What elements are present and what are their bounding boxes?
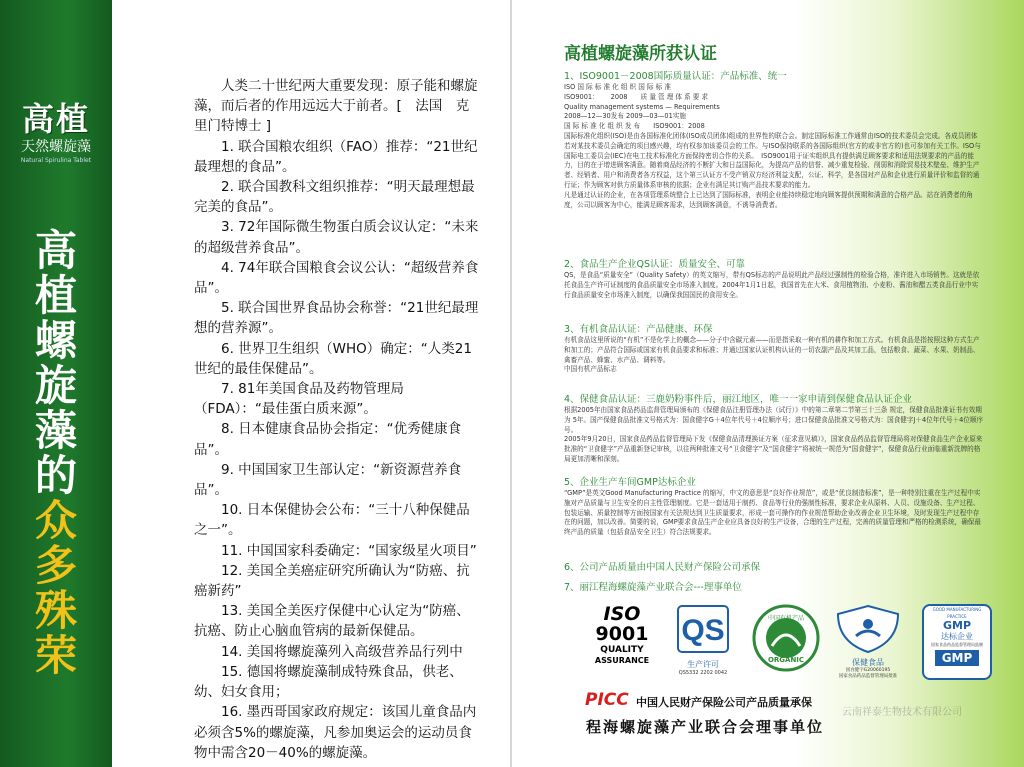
cert-section-health [564, 393, 984, 465]
section-line: 2008—12—30发布 2009—03—01实施 [564, 112, 686, 121]
section-heading: 1、ISO9001－2008国际质量认证：产品标准、统一 [564, 71, 787, 82]
page-title: 高植螺旋藻所获认证 [564, 44, 717, 64]
section-paragraph: 有机食品这里所说的“有机”不是化学上的概念——分子中含碳元素——而是指采取一种有机的耕作和加工方式。有机食品是指按照这种方式生产和加工的；产品符合国际或国家有机食品要求和标准；并通过国家认证机构认证的一切农副产品及其加工品，包括粮食、蔬菜、水果、奶制品、禽畜产品、蜂蜜、水产品、调料等。 [564, 336, 980, 364]
svg-text:QS: QS [681, 614, 725, 647]
cert-section-iso [564, 70, 984, 210]
health-food-emblem [832, 604, 904, 654]
vertical-title-char: 植 [34, 271, 77, 320]
honors-list [194, 76, 479, 763]
section-line: 国 际 标 准 化 组 织 发 布 ISO9001：2008 [564, 122, 705, 131]
gmp-logo: GOOD MANUFACTURING PRACTICE GMP 达标企业 国家食品药品监督管理局监制 GMP [922, 604, 992, 680]
honor-item: 13. 美国全美医疗保健中心认定为“防癌、抗癌、防止心脑血管病的最新保健品。 [194, 603, 470, 640]
honor-item: 5. 联合国世界食品协会称誉：“21世纪最理想的营养源”。 [194, 300, 479, 337]
left-green-bar [0, 0, 112, 767]
honor-item: 1. 联合国粮农组织（FAO）推荐：“21世纪最理想的食品”。 [194, 138, 478, 175]
brand-en: Natural Spirulina Tablet [20, 157, 92, 164]
section-paragraph: 凡是通过认证的企业，在各项管理系统整合上已达到了国际标准，表明企业能持续稳定地向顾客提供预期和满意的合格产品。站在消费者的角度，公司以顾客为中心，能满足顾客需求，达到顾客满意，不诱导消费者。 [564, 190, 973, 209]
section-line: 中国有机产品标志 [564, 365, 617, 374]
health-food-logo: 保健食品 国食健字G20060195 国家食品药品监督管理局批准 [832, 604, 904, 674]
left-page [112, 0, 510, 767]
qs-emblem [672, 604, 734, 656]
honor-item: 10. 日本保健协会公布：“三十八种保健品之一”。 [194, 502, 470, 539]
honor-item: 15. 德国将螺旋藻制成特殊食品，供老、幼、妇女食用； [194, 663, 463, 701]
vertical-title-char: 藻 [34, 406, 77, 455]
vertical-title-char: 殊 [34, 586, 77, 635]
vertical-title-char: 众 [34, 496, 77, 545]
honor-item: 2. 联合国教科文组织推荐：“明天最理想最完美的食品”。 [194, 179, 475, 216]
section-paragraph: 2005年9月20日，国家食品药品监督管理局下发《保健食品清理换证方案（征求意见稿）》，国家食品药品监督管理局将对保健食品生产企业原来批准的“卫食健字”产品重新登记审核，以往两种批准文号“卫食健字”及“国食健字”将被统一规范为“国食健字”，保健食品行业面临重新洗牌的格局更加清晰和深刻。 [564, 435, 983, 463]
honor-item: 7. 81年美国食品及药物管理局（FDA）：“最佳蛋白质来源”。 [194, 381, 404, 418]
honor-item: 3. 72年国际微生物蛋白质会议认定：“未来的超级营养食品”。 [194, 219, 479, 256]
iso9001-logo: ISO 9001 QUALITY ASSURANCE [594, 603, 650, 665]
honor-item: 4. 74年联合国粮食会议公认：“超级营养食品”。 [194, 259, 479, 297]
cert-section-insurance [564, 561, 984, 574]
section-heading: 7、丽江程海螺旋藻产业联合会---理事单位 [564, 582, 742, 593]
cert-section-qs [564, 258, 984, 300]
cert-section-association [564, 581, 984, 594]
section-paragraph: “GMP”是英文Good Manufacturing Practice 的缩写，中文的意思是“良好作业规范”，或是“优良制造标准”，是一种特别注重在生产过程中实施对产品质量与卫生安全的自主性管理制度。它是一套适用于制药、食品等行业的强制性标准，要求企业从原料、人员、设施设备、生产过程、包装运输、质量控制等方面按国家有关法规达到卫生质量要求，形成一套可操作的作业规范帮助企业改善企业卫生环境，及时发现生产过程中存在的问题，加以改善。简要的说，GMP要求食品生产企业应具备良好的生产设备，合理的生产过程，完善的质量管理和严格的检测系统，确保最终产品的质量（包括食品安全卫生）符合法规要求。 [564, 489, 981, 537]
honor-item: 12. 美国全美癌症研究所确认为“防癌、抗癌新药” [194, 562, 470, 600]
qs-logo: QS 生产许可 QS5332 2202 0042 [672, 604, 734, 674]
section-line: ISO9001： 2008 质 量 管 理 体 系 要 求 [564, 92, 709, 101]
association-member-line: 程海螺旋藻产业联合会理事单位 [586, 718, 825, 736]
section-heading: 4、保健食品认证：三鹿奶粉事件后，丽江地区，唯一一家申请到保健食品认证企业 [564, 394, 913, 405]
intro-paragraph: 人类二十世纪两大重要发现：原子能和螺旋藻，而后者的作用远远大于前者。[ 法国 克里门特博士 ] [194, 78, 478, 135]
honor-item: 16. 墨西哥国家政府规定：该国儿童食品内必须含5%的螺旋藻，凡参加奥运会的运动员食物中需含20－40%的螺旋藻。 [194, 704, 477, 761]
vertical-title-char: 旋 [34, 361, 77, 410]
honor-item: 6. 世界卫生组织（WHO）确定：“人类21世纪的最佳保健品”。 [194, 340, 472, 377]
section-heading: 2、食品生产企业QS认证：质量安全、可靠 [564, 259, 746, 270]
brand-sub: 天然螺旋藻 [21, 139, 91, 155]
section-line: Quality management systems — Requirements [564, 102, 720, 111]
brand-logo [6, 100, 106, 166]
honor-item: 11. 中国国家科委确定：“国家级星火项目” [221, 542, 477, 559]
right-page [512, 0, 1024, 767]
section-heading: 6、公司产品质量由中国人民财产保险公司承保 [564, 562, 761, 573]
vertical-title-char: 的 [34, 451, 77, 500]
organic-logo: 中国有机产品 ORGANIC [752, 604, 820, 674]
cert-logos-row [592, 603, 1002, 679]
section-heading: 3、有机食品认证：产品健康、环保 [564, 324, 713, 335]
cert-section-organic [564, 323, 984, 375]
honor-item: 9. 中国国家卫生部认定：“新资源营养食品”。 [194, 461, 462, 499]
picc-logo: PICC [585, 690, 629, 710]
section-paragraph: 根据2005年由国家食品药品监督管理局颁布的《保健食品注册管理办法（试行）》中的第二章第二节第三十三条 规定，保健食品批准证书有效期为 5年。国产保健食品批准文号格式为：国食健字G＋4位年代号＋4位顺序号；进口保健食品批准文号格式为：国食健字J＋4位年代号＋4位顺序号。 [564, 406, 984, 434]
picc-text: 中国人民财产保险公司产品质量承保 [636, 696, 812, 709]
vertical-title-char: 螺 [34, 316, 77, 365]
section-paragraph: QS，是食品“质量安全”（Quality Safety）的英文缩写，带有QS标志的产品说明此产品经过强制性的检验合格，准许进入市场销售。这就是依托食品生产许可证制度的食品质量安全市场准入制度。2004年1月1日起，我国首先在大米、食用植物油、小麦粉、酱油和醋五类食品行业中实行食品质量安全市场准入制度，以确保我国国民的食用安全。 [564, 271, 980, 299]
vertical-title-char: 高 [34, 226, 77, 275]
section-paragraph: 国际标准化组织(ISO)是由各国标准化团体(ISO成员团体)组成的世界性的联合会。制定国际标准工作通常由ISO的技术委员会完成。各成员团体若对某技术委员会确定的项目感兴趣，均有权参加该委员会的工作。与ISO保持联系的各国际组织(官方的或非官方的)也可参加有关工作。ISO与国际电工委员会(IEC)在电工技术标准化方面保持密切合作的关系。 ISO9001用于证实组织具有提供满足顾客要求和适用法规要求的产品的能力，目的在于增进顾客满意。随着商品经济的不断扩大和日益国际化，为提高产品的信誉、减少重复检验、削弱和消除贸易技术壁垒、维护生产者、经销者、用户和消费者各方权益，这个第三认证方不受产销双方经济利益支配，公证、科学，是各国对产品和企业进行质量评价和监督的通行证；作为顾客对供方质量体系审核的依据；企业有满足其订购产品技术要求的能力。 [564, 131, 981, 189]
section-line: ISO 国 际 标 准 化 组 织 国 际 标 准 [564, 83, 671, 91]
vertical-title [30, 228, 82, 678]
vertical-title-char: 多 [34, 541, 77, 590]
section-heading: 5、企业生产车间GMP达标企业 [564, 477, 696, 488]
watermark-text: 云南祥泰生物技术有限公司 [842, 707, 962, 718]
brand-main: 高植 [21, 100, 90, 138]
cert-section-gmp [564, 476, 984, 538]
honor-item: 8. 日本健康食品协会指定：“优秀健康食品”。 [194, 421, 462, 458]
honor-item: 14. 美国将螺旋藻列入高级营养品行列中 [221, 643, 463, 660]
vertical-title-char: 荣 [34, 631, 77, 680]
